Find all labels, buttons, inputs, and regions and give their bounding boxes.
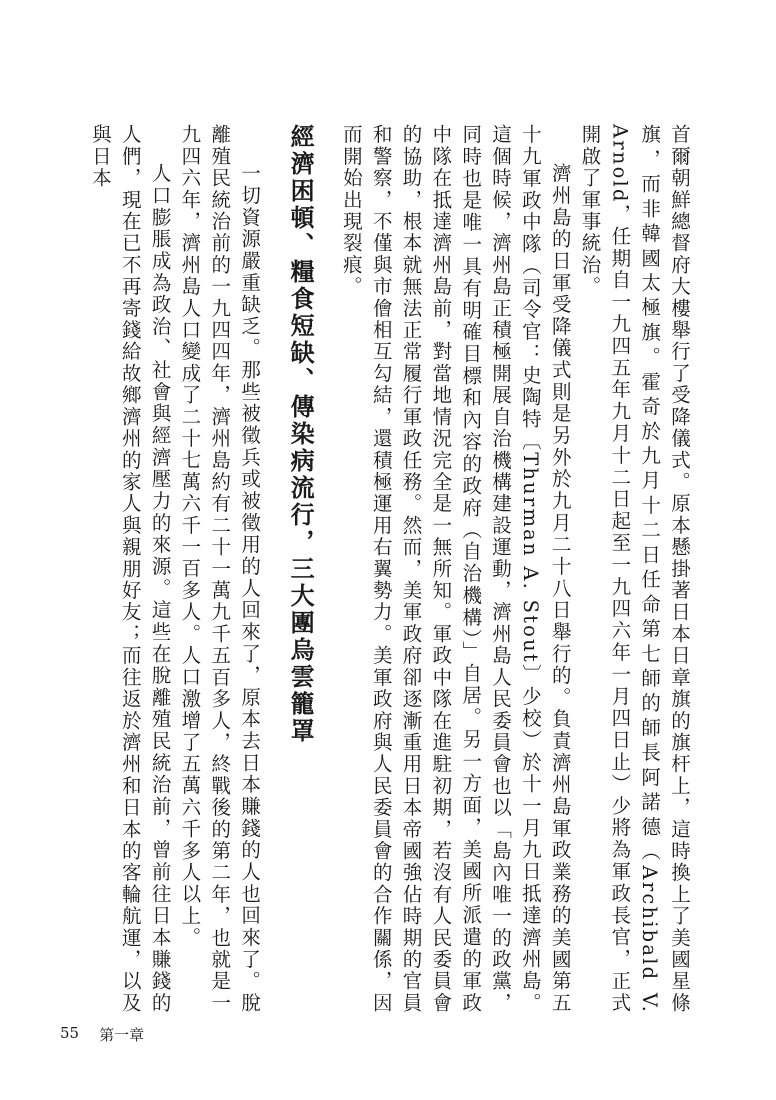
page-footer bbox=[60, 1024, 144, 1045]
vertical-text-body bbox=[82, 124, 694, 1014]
page-number: 55 bbox=[60, 1024, 80, 1042]
section-heading: 經濟困頓、糧食短缺、傳染病流行，三大團烏雲籠罩 bbox=[286, 124, 316, 745]
paragraph-population-pressure: 人口膨脹成為政治、社會與經濟壓力的來源。這些在脫離殖民統治前，曾前往日本賺錢的人們，現在已不再寄錢給故鄉濟州的家人與親朋好友；而往返於濟州和日本的客輪航運，以及與日本 bbox=[88, 124, 172, 1014]
paragraph-resource-shortage: 一切資源嚴重缺乏。那些被徵兵或被徵用的人回來了，原本去日本賺錢的人也回來了。脫離殖民統治前的一九四四年，濟州島約有二十一萬九千五百多人，終戰後的第二年，也就是一九四六年，濟州島人口變成了二十七萬六千一百多人。人口激增了五萬六千多人以上。 bbox=[178, 124, 262, 1014]
paragraph-jeju-military-government: 濟州島的日軍受降儀式則是另外於九月二十八日舉行的。負責濟州島軍政業務的美國第五十九軍政中隊（司令官：史陶特〔Thurman A. Stout〕少校）於十一月九日抵達濟州島。這個時候，濟州島正積極開展自治機構建設運動，濟州島人民委員會也以「島內唯一的政黨，同時也是唯一具有明確目標和內容的政府（自治機構）」自居。另一方面，美國所派遣的軍政中隊在抵達濟州島前，對當地情況完全是一無所知。軍政中隊在進駐初期，若沒有人民委員會的協助，根本就無法正常履行軍政任務。然而，美軍政府卻逐漸重用日本帝國強佔時期的官員和警察，不僅與市儈相互勾結，還積極運用右翼勢力。美軍政府與人民委員會的合作關係，因而開始出現裂痕。 bbox=[339, 124, 572, 1014]
paragraph-surrender-ceremony: 首爾朝鮮總督府大樓舉行了受降儀式。原本懸掛著日本日章旗的旗杆上，這時換上了美國星條旗，而非韓國太極旗。霍奇於九月十二日任命第七師的師長阿諾德（Archibald V. Arnold，任期自一九四五年九月十二日起至一九四六年一月四日止）少將為軍政長官，正式開啟了軍事統治。 bbox=[578, 124, 691, 1014]
chapter-label: 第一章 bbox=[99, 1026, 145, 1044]
